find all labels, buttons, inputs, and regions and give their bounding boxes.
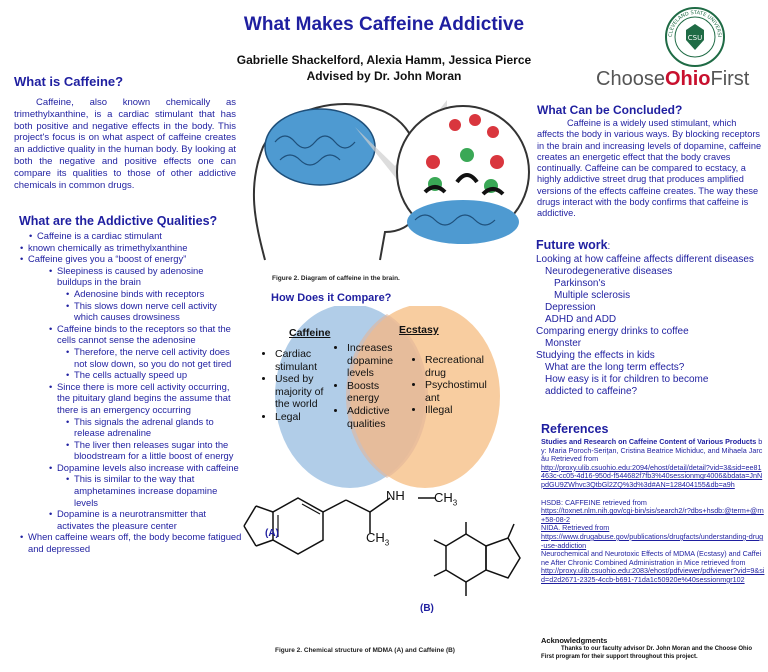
references-heading: References — [541, 422, 609, 436]
concluded-paragraph: Caffeine is a widely used stimulant, which affects the body in various ways. By blocking receptors in the brain and increasing levels of dopamine, caffeine creates an energetic effect that the body craves continually. Caffeine can be compared to ecstacy, a highly addictive street drug that produces amplified versions of the effects caffeine creates. The way these drugs interact with the body confirms that caffeine is addictive. — [537, 118, 762, 219]
list-item: • This slows down nerve cell activity which causes drowsiness — [74, 300, 239, 323]
list-item: • Adenosine binds with receptors — [74, 288, 239, 300]
list-item: Parkinson's — [554, 278, 606, 289]
venn-right-items — [413, 354, 493, 417]
reference-3-link[interactable]: https://www.drugabuse.gov/publications/drugfacts/understanding-drug-use-addiction — [541, 531, 764, 550]
chemical-structures — [238, 478, 538, 638]
list-item: • Used by majority of the world — [275, 373, 333, 411]
brain-caption: Figure 2. Diagram of caffeine in the brain. — [272, 275, 400, 282]
reference-4 — [541, 550, 765, 584]
qualities-list — [0, 230, 250, 555]
venn-left-title: Caffeine — [289, 327, 331, 339]
list-item: Monster — [545, 338, 582, 349]
reference-2 — [541, 499, 765, 525]
mdma-label: (A) — [265, 528, 279, 539]
list-item: • Addictive qualities — [347, 405, 407, 430]
list-item: Depression — [545, 302, 596, 313]
qualities-heading: What are the Addictive Qualities? — [19, 214, 218, 228]
list-item: • Dopamine levels also increase with caffeine — [57, 462, 242, 474]
list-item: • Cardiac stimulant — [275, 348, 333, 373]
list-item: • Caffeine binds to the receptors so that the cells cannot sense the adenosine — [57, 323, 242, 346]
future-work-list — [536, 254, 764, 398]
list-item: ADHD and ADD — [545, 314, 617, 325]
list-item: • This is similar to the way that amphetamines increase dopamine levels — [74, 473, 242, 508]
compare-heading: How Does it Compare? — [271, 292, 392, 304]
mdma-ch3-text-2: CH — [366, 530, 385, 545]
reference-1-authors: by: Maria Poroch-Seriţan, Cristina Beatrice Michiduc, and Mihaela Jarcău Retrieved from — [541, 437, 763, 464]
list-item: • Sleepiness is caused by adenosine buildups in the brain — [57, 265, 237, 288]
poster-title: What Makes Caffeine Addictive — [243, 14, 525, 35]
mdma-ch3-label: $CH_3$ — [434, 490, 458, 508]
authors: Gabrielle Shackelford, Alexia Hamm, Jessica Pierce — [236, 53, 532, 67]
reference-3 — [541, 524, 765, 550]
concluded-heading: What Can be Concluded? — [537, 103, 683, 117]
list-item: • Psychostimul ant — [425, 379, 493, 404]
list-item: • Therefore, the nerve cell activity does not slow down, so you do not get tired — [74, 346, 242, 369]
university-seal-logo — [664, 6, 726, 68]
choose-ohio-first-logo — [596, 68, 749, 91]
list-item: • Caffeine is a cardiac stimulant — [37, 230, 250, 242]
list-item: Looking at how caffeine affects different diseases — [536, 254, 754, 265]
list-item: • known chemically as trimethylxanthine — [28, 242, 250, 254]
list-item: • Increases dopamine levels — [347, 342, 407, 380]
advisor: Advised by Dr. John Moran — [306, 69, 462, 83]
future-work-heading: Future work: — [536, 238, 611, 252]
what-is-heading: What is Caffeine? — [14, 74, 124, 89]
list-item: • The liver then releases sugar into the bloodstream for a little boost of energy — [74, 439, 242, 462]
list-item: • Since there is more cell activity occurring, the pituitary gland begins the assume that there is an emergency occurring — [57, 381, 243, 416]
reference-1-title: Studies and Research on Caffeine Content of Various Products — [541, 437, 757, 446]
list-item: • When caffeine wears off, the body become fatigued and depressed — [28, 531, 243, 554]
list-item: • Recreational drug — [425, 354, 493, 379]
list-item: Neurodegenerative diseases — [545, 266, 673, 277]
reference-2-title: HSDB: CAFFEINE retrieved from — [541, 497, 647, 507]
mdma-nh: NH — [386, 488, 405, 503]
reference-4-title: Neurochemical and Neurotoxic Effects of MDMA (Ecstasy) and Caffeine After Chronic Combined Administration in Mice retrieved from — [541, 549, 762, 567]
brand-choose: Choose — [596, 68, 665, 90]
reference-4-link[interactable]: http://proxy.ulib.csuohio.edu:2083/ehost/pdfviewer/pdfviewer?vid=9&sid=d2d2671-2325-4ccb-b691-71da1c50920e%40sessionmgr102 — [541, 566, 765, 584]
reference-1-link[interactable]: http://proxy.ulib.csuohio.edu:2094/ehost/detail/detail?vid=3&sid=ee81463c-cc05-4d16-950d-f544682f7fb3%40sessionmgr4006&bdata=JnNpdGU9ZWhvc3QtbGl2ZQ%3d%3d#AN=128404155&db=a9h — [541, 462, 763, 489]
references-list — [541, 438, 765, 585]
acknowledgments-text: Thanks to our faculty advisor Dr. John Moran and the Choose Ohio First program for their support throughout this project. — [541, 646, 753, 660]
venn-diagram — [245, 306, 545, 506]
list-item: Multiple sclerosis — [554, 290, 631, 301]
mdma-ch3-label-2: $CH_3$ — [366, 530, 390, 548]
reference-3-title: NIDA. Retrieved from — [541, 523, 610, 533]
list-item: • Legal — [275, 411, 333, 424]
future-work-title: Future work — [536, 238, 608, 252]
list-item: • Caffeine gives you a “boost of energy” — [28, 253, 250, 265]
list-item: • Dopamine is a neurotransmitter that activates the pleasure center — [57, 508, 242, 531]
reference-2-link[interactable]: https://toxnet.nlm.nih.gov/cgi-bin/sis/search2/r?dbs+hsdb:@term+@rn+58-08-2 — [541, 506, 764, 524]
seal-initials: CSU — [687, 34, 703, 42]
list-item: Comparing energy drinks to coffee — [536, 326, 689, 337]
list-item: Studying the effects in kids — [536, 350, 655, 361]
venn-middle-items — [335, 342, 407, 430]
brand-ohio: Ohio — [664, 68, 711, 90]
acknowledgments-heading: Acknowledgments — [541, 636, 608, 645]
what-is-paragraph: Caffeine, also known chemically as trimethylxanthine, is a cardiac stimulant that has both positive and negative effects in the body. This project's focus is on what aspect of caffeine creates an addictive quality in the human body. By looking at both the negative and positive effects one can compare its qualities to those of other addictive chemicals in common drugs. — [14, 97, 236, 191]
brand-first: First — [710, 68, 750, 90]
venn-right-title: Ecstasy — [399, 324, 439, 336]
list-item: • Illegal — [425, 404, 493, 417]
list-item: • The cells actually speed up — [74, 369, 242, 381]
venn-left-items — [263, 348, 333, 424]
list-item: How easy is it for children to become addicted to caffeine? — [545, 374, 709, 397]
list-item: • Boosts energy — [347, 380, 407, 405]
seal-text: CLEVELAND STATE UNIVERSI — [667, 9, 723, 38]
list-item: • This signals the adrenal glands to release adrenaline — [74, 416, 242, 439]
chem-caption: Figure 2. Chemical structure of MDMA (A) and Caffeine (B) — [275, 647, 455, 654]
caffeine-label: (B) — [420, 603, 434, 614]
mdma-nh-label — [386, 488, 405, 503]
reference-1 — [541, 438, 765, 490]
brain-diagram — [245, 92, 535, 272]
list-item: What are the long term effects? — [545, 362, 685, 373]
mdma-ch3-text: CH — [434, 490, 453, 505]
